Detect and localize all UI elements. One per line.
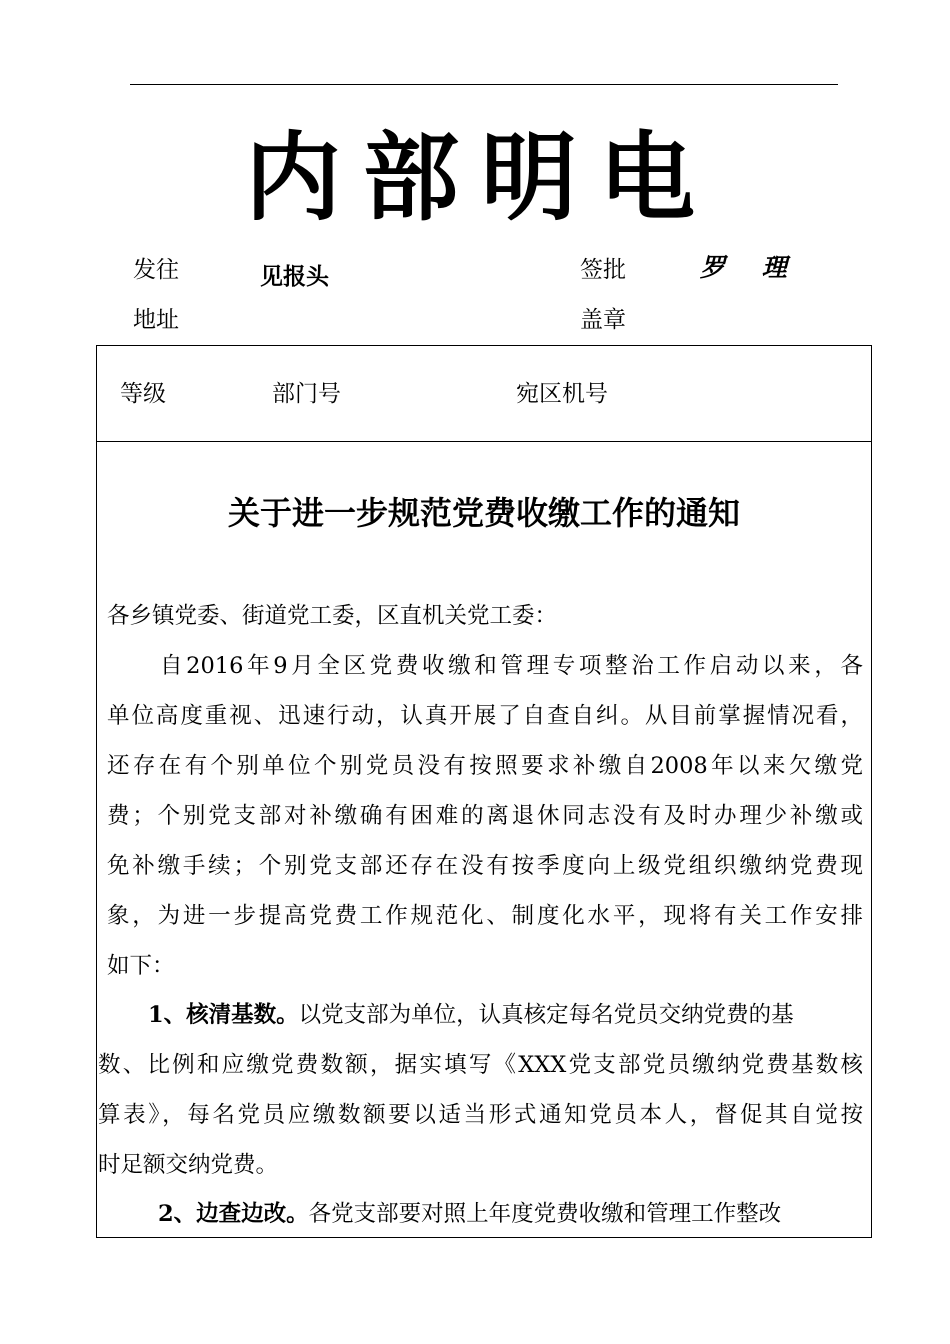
- intro-line-6: 象，为进一步提高党费工作规范化、制度化水平，现将有关工作安排: [107, 903, 863, 929]
- document-title: 内部明电: [245, 121, 717, 234]
- level-label: 等级: [120, 381, 166, 407]
- approve-label-line1: 签批: [580, 257, 626, 283]
- top-rule: [130, 84, 838, 85]
- item1-first-line: [148, 1000, 863, 1030]
- notice-title: 关于进一步规范党费收缴工作的通知: [227, 494, 740, 532]
- intro-line-4: 费；个别党支部对补缴确有困难的离退休同志没有及时办理少补缴或: [107, 803, 863, 829]
- frame-divider: [96, 441, 872, 442]
- item1-heading: 1、核清基数。: [148, 1002, 299, 1028]
- salutation: 各乡镇党委、街道党工委，区直机关党工委：: [107, 603, 558, 629]
- send-to-label-line2: 地址: [133, 307, 179, 333]
- machine-number-label: 宛区机号: [516, 381, 608, 407]
- intro-line-3: 还存在有个别单位个别党员没有按照要求补缴自2008年以来欠缴党: [107, 753, 863, 779]
- intro-line-5: 免补缴手续；个别党支部还存在没有按季度向上级党组织缴纳党费现: [107, 853, 863, 879]
- approve-label-line2: 盖章: [580, 307, 626, 333]
- item1-first-text: 以党支部为单位，认真核定每名党员交纳党费的基: [298, 1002, 794, 1028]
- intro-line-2: 单位高度重视、迅速行动，认真开展了自查自纠。从目前掌握情况看，: [107, 703, 863, 729]
- send-to-label-line1: 发往: [133, 257, 179, 283]
- item1-line-2: 数、比例和应缴党费数额，据实填写《XXX党支部党员缴纳党费基数核: [98, 1052, 863, 1078]
- item2-first-text: 各党支部要对照上年度党费收缴和管理工作整改: [308, 1201, 782, 1227]
- item2-first-line: [158, 1199, 863, 1229]
- dept-number-label: 部门号: [272, 381, 341, 407]
- signature: 罗 理: [700, 253, 801, 282]
- send-to-value: 见报头: [260, 263, 329, 290]
- intro-line-7: 如下：: [107, 953, 175, 979]
- item1-line-4: 时足额交纳党费。: [98, 1152, 279, 1178]
- item2-heading: 2、边查边改。: [158, 1201, 309, 1227]
- item1-line-3: 算表》，每名党员应缴数额要以适当形式通知党员本人，督促其自觉按: [98, 1102, 863, 1128]
- intro-line-1: 自2016年9月全区党费收缴和管理专项整治工作启动以来，各: [160, 653, 863, 679]
